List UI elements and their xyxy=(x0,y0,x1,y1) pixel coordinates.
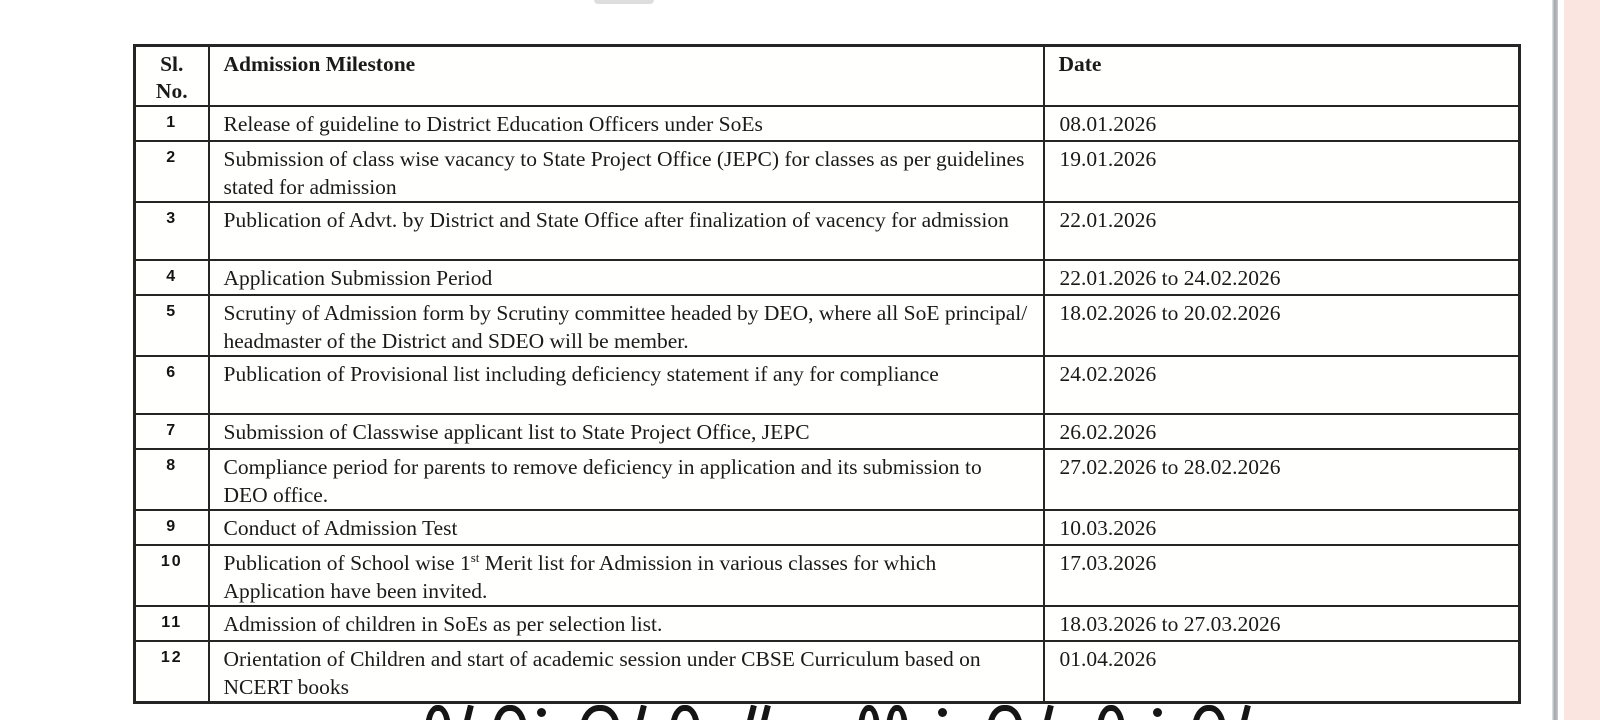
milestone-text: Publication of School wise 1 xyxy=(223,551,471,575)
row-date: 18.03.2026 to 27.03.2026 xyxy=(1044,606,1520,641)
table-row xyxy=(135,141,1520,202)
row-milestone: Application Submission Period xyxy=(209,260,1044,295)
table-row xyxy=(135,106,1520,141)
row-milestone: Admission of children in SoEs as per selection list. xyxy=(209,606,1044,641)
row-date: 24.02.2026 xyxy=(1044,356,1520,414)
table-row xyxy=(135,449,1520,510)
row-sl-no: 1 xyxy=(135,106,209,141)
row-milestone: Submission of Classwise applicant list to State Project Office, JEPC xyxy=(209,414,1044,449)
ordinal-superscript: st xyxy=(470,549,480,565)
table-row xyxy=(135,414,1520,449)
row-sl-no: 8 xyxy=(135,449,209,510)
page-edge-line xyxy=(1552,0,1558,720)
column-header-sl-no: Sl. No. xyxy=(135,46,209,107)
milestone-text: Merit list for Admission in various classes for which Application have been invited. xyxy=(223,551,937,603)
row-date: 26.02.2026 xyxy=(1044,414,1520,449)
row-sl-no: 10 xyxy=(135,545,209,606)
table-row xyxy=(135,510,1520,545)
row-date: 08.01.2026 xyxy=(1044,106,1520,141)
table-row xyxy=(135,606,1520,641)
row-milestone: Submission of class wise vacancy to State Project Office (JEPC) for classes as per guidelines stated for admission xyxy=(209,141,1044,202)
table-row xyxy=(135,202,1520,260)
row-milestone: Compliance period for parents to remove deficiency in application and its submission to DEO office. xyxy=(209,449,1044,510)
table-row xyxy=(135,295,1520,356)
row-milestone: Conduct of Admission Test xyxy=(209,510,1044,545)
row-date: 19.01.2026 xyxy=(1044,141,1520,202)
table-row xyxy=(135,356,1520,414)
table-row xyxy=(135,260,1520,295)
row-sl-no: 12 xyxy=(135,641,209,703)
row-milestone: Publication of Advt. by District and State Office after finalization of vacency for admission xyxy=(209,202,1044,260)
row-sl-no: 3 xyxy=(135,202,209,260)
row-date: 22.01.2026 xyxy=(1044,202,1520,260)
row-date: 10.03.2026 xyxy=(1044,510,1520,545)
row-sl-no: 4 xyxy=(135,260,209,295)
row-sl-no: 5 xyxy=(135,295,209,356)
row-sl-no: 7 xyxy=(135,414,209,449)
row-milestone: Release of guideline to District Education Officers under SoEs xyxy=(209,106,1044,141)
row-milestone xyxy=(209,545,1044,606)
row-milestone: Orientation of Children and start of academic session under CBSE Curriculum based on NCERT books xyxy=(209,641,1044,703)
row-sl-no: 11 xyxy=(135,606,209,641)
row-sl-no: 6 xyxy=(135,356,209,414)
clipped-text-fragment xyxy=(425,705,1415,720)
table-row xyxy=(135,641,1520,703)
admission-milestones-table xyxy=(133,44,1521,704)
column-header-milestone: Admission Milestone xyxy=(209,46,1044,107)
row-date: 22.01.2026 to 24.02.2026 xyxy=(1044,260,1520,295)
table-row xyxy=(135,545,1520,606)
row-date: 17.03.2026 xyxy=(1044,545,1520,606)
row-date: 27.02.2026 to 28.02.2026 xyxy=(1044,449,1520,510)
row-sl-no: 2 xyxy=(135,141,209,202)
row-milestone: Publication of Provisional list including deficiency statement if any for compliance xyxy=(209,356,1044,414)
scan-smudge xyxy=(594,0,654,4)
row-sl-no: 9 xyxy=(135,510,209,545)
row-date: 01.04.2026 xyxy=(1044,641,1520,703)
row-milestone: Scrutiny of Admission form by Scrutiny committee headed by DEO, where all SoE principal/ headmaster of the District and SDEO will be member. xyxy=(209,295,1044,356)
column-header-date: Date xyxy=(1044,46,1520,107)
scan-background-strip xyxy=(1564,0,1600,720)
table-header-row xyxy=(135,46,1520,107)
row-date: 18.02.2026 to 20.02.2026 xyxy=(1044,295,1520,356)
